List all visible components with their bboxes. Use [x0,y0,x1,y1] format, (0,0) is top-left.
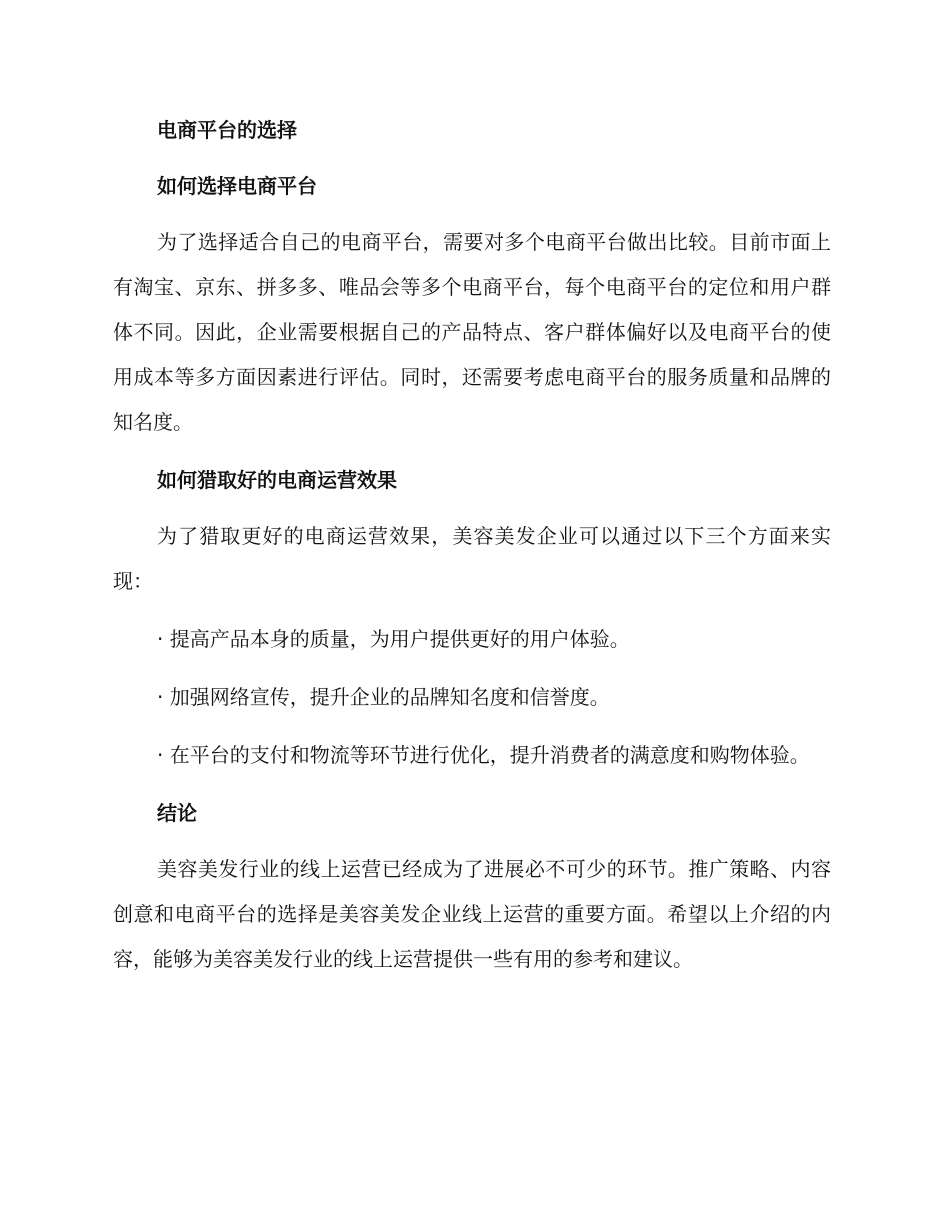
subsection-heading-choose-platform: 如何选择电商平台 [157,174,317,198]
paragraph-choose-platform: 为了选择适合自己的电商平台，需要对多个电商平台做出比较。目前市面上有淘宝、京东、拼多多、唯品会等多个电商平台，每个电商平台的定位和用户群体不同。因此，企业需要根据自己的产品特点、客户群体偏好以及电商平台的使用成本等多方面因素进行评估。同时，还需要考虑电商平台的服务质量和品牌的知名度。 [113,230,831,434]
document-body [113,108,831,982]
bullet-item-quality: · 提高产品本身的质量，为用户提供更好的用户体验。 [157,627,630,651]
conclusion-heading: 结论 [157,801,197,825]
section-title: 电商平台的选择 [157,118,297,142]
paragraph-operation-intro: 为了猎取更好的电商运营效果，美容美发企业可以通过以下三个方面来实现： [113,524,831,593]
subsection-heading-operation-effect: 如何猎取好的电商运营效果 [157,468,397,492]
bullet-item-optimization: · 在平台的支付和物流等环节进行优化，提升消费者的满意度和购物体验。 [157,743,810,767]
bullet-item-promotion: · 加强网络宣传，提升企业的品牌知名度和信誉度。 [157,685,610,709]
conclusion-paragraph: 美容美发行业的线上运营已经成为了进展必不可少的环节。推广策略、内容创意和电商平台的选择是美容美发企业线上运营的重要方面。希望以上介绍的内容，能够为美容美发行业的线上运营提供一些有用的参考和建议。 [113,857,831,971]
